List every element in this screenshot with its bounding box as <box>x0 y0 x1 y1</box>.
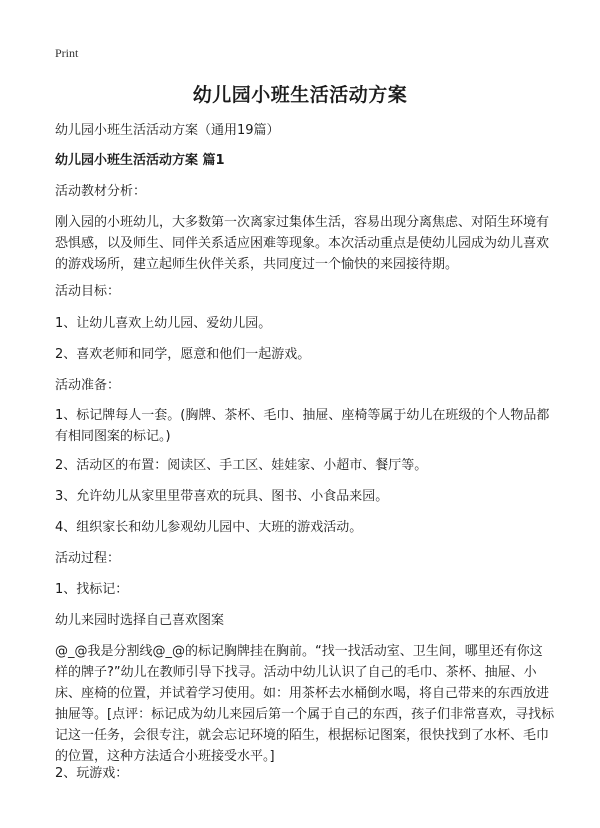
list-item: 2、活动区的布置：阅读区、手工区、娃娃家、小超市、餐厅等。 <box>55 458 428 473</box>
paragraph: 活动目标： <box>55 284 121 299</box>
paragraph: 幼儿来园时选择自己喜欢图案 <box>55 613 225 628</box>
paragraph: 活动准备： <box>55 378 121 393</box>
list-item: 4、组织家长和幼儿参观幼儿园中、大班的游戏活动。 <box>55 520 363 535</box>
print-label: Print <box>55 46 79 60</box>
section-title: 幼儿园小班生活活动方案 篇1 <box>55 153 225 168</box>
list-item: 3、允许幼儿从家里里带喜欢的玩具、图书、小食品来园。 <box>55 489 389 504</box>
paragraph: 活动过程： <box>55 551 121 566</box>
list-item: 1、让幼儿喜欢上幼儿园、爱幼儿园。 <box>55 316 272 331</box>
list-item: 1、标记牌每人一套。(胸牌、茶杯、毛巾、抽屉、座椅等属于幼儿在班级的个人物品都有相同图案的标记。) <box>55 408 550 444</box>
document-subtitle: 幼儿园小班生活活动方案（通用19篇） <box>55 123 280 138</box>
paragraph: 刚入园的小班幼儿，大多数第一次离家过集体生活，容易出现分离焦虑、对陌生环境有恐惧感，以及师生、同伴关系适应困难等现象。本次活动重点是使幼儿园成为幼儿喜欢的游戏场所，建立起师生伙伴关系，共同度过一个愉快的来园接待期。 <box>55 215 550 272</box>
paragraph: 活动教材分析： <box>55 184 147 199</box>
document-title: 幼儿园小班生活活动方案 <box>192 84 408 106</box>
list-item: 2、喜欢老师和同学，愿意和他们一起游戏。 <box>55 347 311 362</box>
paragraph: @_@我是分割线@_@的标记胸牌挂在胸前。“找一找活动室、卫生间，哪里还有你这样的牌子?”幼儿在教师引导下找寻。活动中幼儿认识了自己的毛巾、茶杯、抽屉、小床、座椅的位置，并试着学习使用。如：用茶杯去水桶倒水喝，将自己带来的东西放进抽屉等。[点评：标记成为幼儿来园后第一个属于自己的东西，孩子们非常喜欢，寻找标记这一任务，会很专注，就会忘记环境的陌生，根据标记图案，很快找到了水杯、毛巾的位置，这种方法适合小班接受水平。] <box>55 644 555 764</box>
list-item: 1、找标记： <box>55 582 129 597</box>
list-item: 2、玩游戏： <box>55 766 129 781</box>
